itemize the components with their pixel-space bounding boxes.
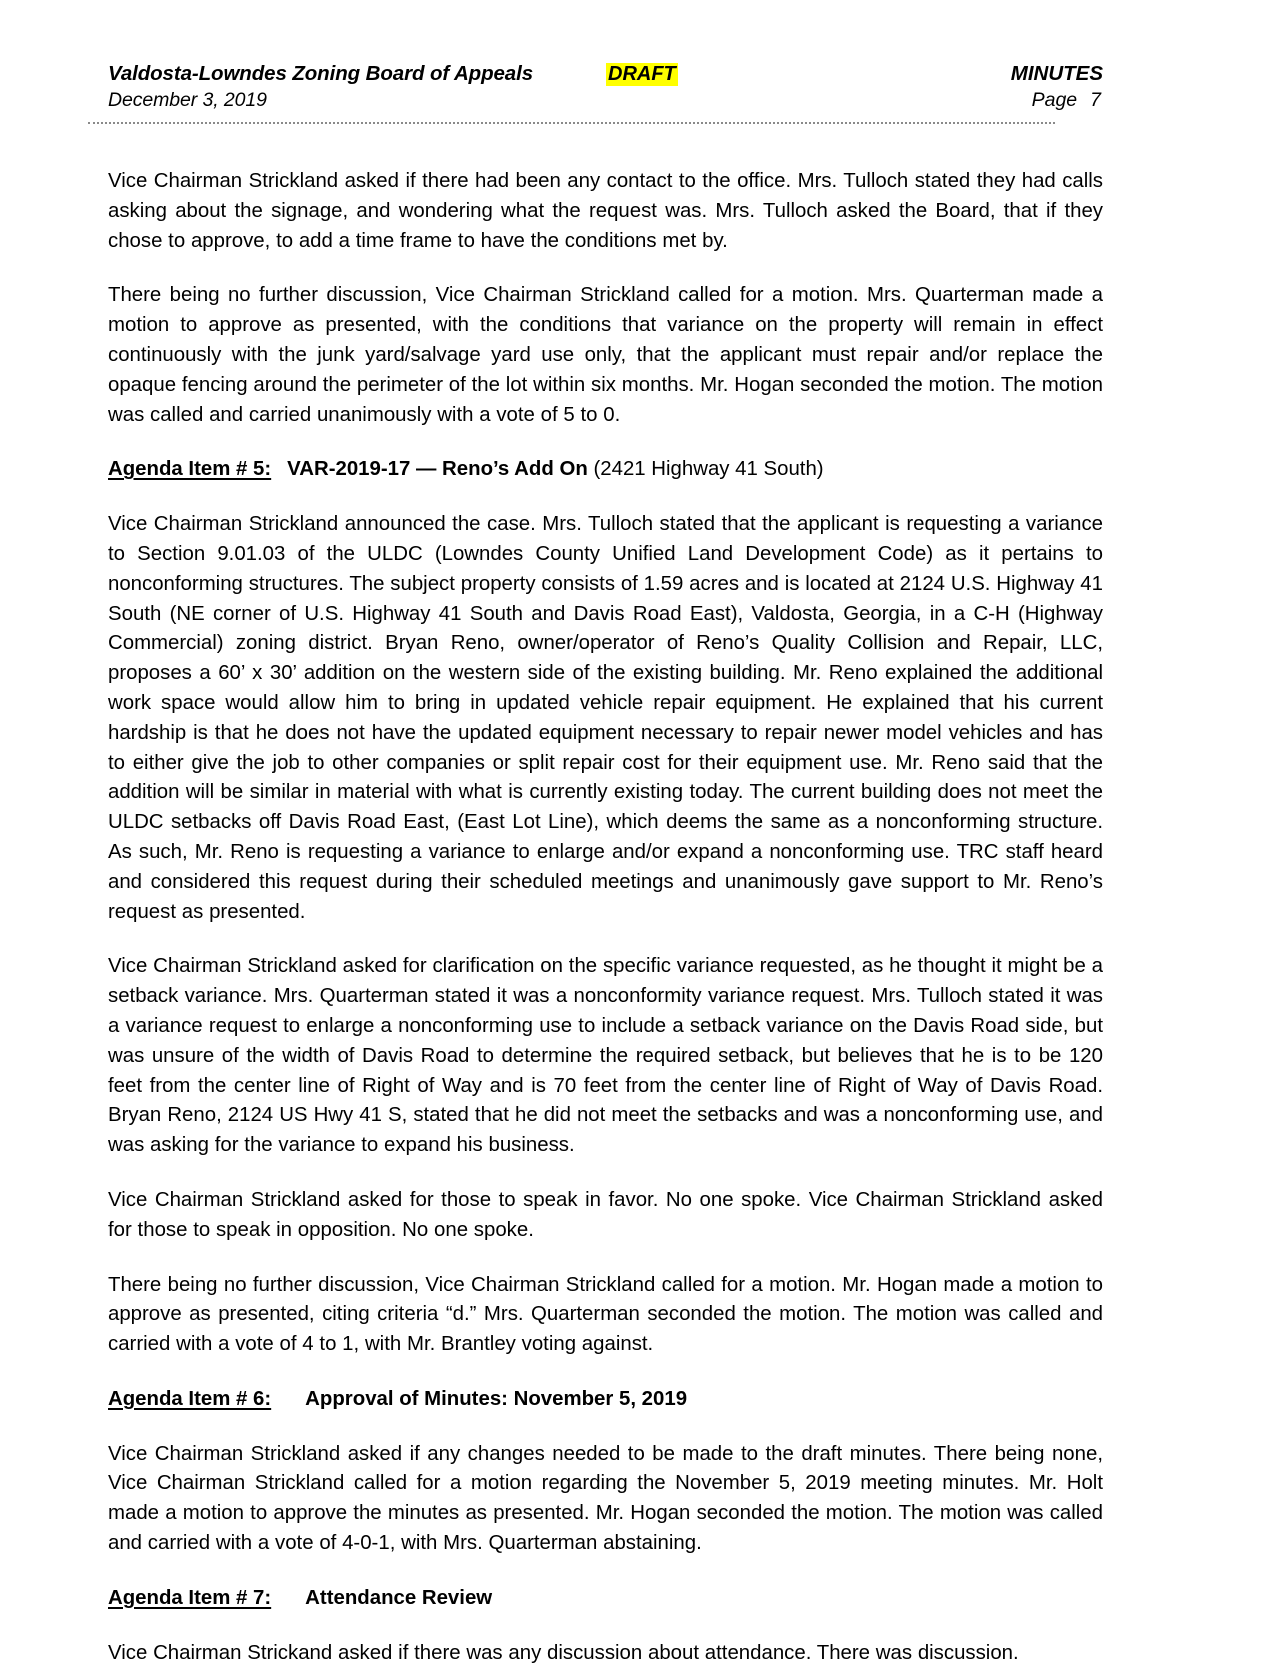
- agenda-item-6-label: Agenda Item # 6:: [108, 1387, 272, 1410]
- agenda-item-5-heading: [108, 455, 1103, 485]
- header-divider-dotted: [88, 122, 1055, 124]
- agenda-item-7-label: Agenda Item # 7:: [108, 1586, 272, 1609]
- paragraph-clarification-request: Vice Chairman Strickland asked for clarification on the specific variance requested, as he thought it might be a setback variance. Mrs. Quarterman stated it was a nonconformity variance request. Mrs. Tulloch stated it was a variance request to enlarge a nonconforming use to include a setback variance on the Davis Road side, but was unsure of the width of Davis Road to determine the required setback, but believes that he is to be 120 feet from the center line of Right of Way and is 70 feet from the center line of Right of Way of Davis Road. Bryan Reno, 2124 US Hwy 41 S, stated that he did not meet the setbacks and was a nonconforming use, and was asking for the variance to expand his business.: [108, 955, 1103, 1157]
- agenda-item-5-label: Agenda Item # 5:: [108, 458, 272, 481]
- header-organization-title: Valdosta-Lowndes Zoning Board of Appeals: [108, 62, 533, 85]
- agenda-item-5-detail: (2421 Highway 41 South): [593, 458, 824, 481]
- paragraph-minutes-approval: Vice Chairman Strickland asked if any changes needed to be made to the draft minutes. There being none, Vice Chairman Strickland called for a motion regarding the November 5, 2019 meeting minutes. Mr. Holt made a motion to approve the minutes as presented. Mr. Hogan seconded the motion. The motion was called and carried with a vote of 4-0-1, with Mrs. Quarterman abstaining.: [108, 1442, 1103, 1555]
- page-content: [108, 62, 1103, 1664]
- paragraph-public-comment: Vice Chairman Strickland asked for those to speak in favor. No one spoke. Vice Chairman Strickland asked for those to speak in opposition. No one spoke.: [108, 1188, 1103, 1241]
- agenda-item-6-title: Approval of Minutes: November 5, 2019: [305, 1387, 688, 1410]
- paragraph-contact-to-office: Vice Chairman Strickland asked if there had been any contact to the office. Mrs. Tulloch stated they had calls asking about the signage, and wondering what the request was. Mrs. Tulloch asked the Board, that if they chose to approve, to add a time frame to have the conditions met by.: [108, 170, 1103, 252]
- header-document-type: MINUTES: [1010, 62, 1103, 85]
- paragraph-motion-item5: There being no further discussion, Vice Chairman Strickland called for a motion. Mr. Hogan made a motion to approve as presented, citing criteria “d.” Mrs. Quarterman seconded the motion. The motion was called and carried with a vote of 4 to 1, with Mr. Brantley voting against.: [108, 1273, 1103, 1356]
- header-row-bottom: [108, 89, 1103, 116]
- header-page-indicator: [1032, 89, 1101, 112]
- agenda-item-7-title: Attendance Review: [305, 1586, 493, 1609]
- agenda-item-7-heading: [108, 1584, 1103, 1614]
- paragraph-motion-item4: There being no further discussion, Vice Chairman Strickland called for a motion. Mrs. Quarterman made a motion to approve as presented, with the conditions that variance on the property will remain in effect continuously with the junk yard/salvage yard use only, that the applicant must repair and/or replace the opaque fencing around the perimeter of the lot within six months. Mr. Hogan seconded the motion. The motion was called and carried unanimously with a vote of 5 to 0.: [108, 284, 1103, 426]
- agenda-item-5-title: VAR-2019-17 — Reno’s Add On: [287, 458, 588, 481]
- paragraph-case-announcement: Vice Chairman Strickland announced the case. Mrs. Tulloch stated that the applicant is requesting a variance to Section 9.01.03 of the ULDC (Lowndes County Unified Land Development Code) as it pertains to nonconforming structures. The subject property consists of 1.59 acres and is located at 2124 U.S. Highway 41 South (NE corner of U.S. Highway 41 South and Davis Road East), Valdosta, Georgia, in a C-H (Highway Commercial) zoning district. Bryan Reno, owner/operator of Reno’s Quality Collision and Repair, LLC, proposes a 60’ x 30’ addition on the western side of the existing building. Mr. Reno explained the additional work space would allow him to bring in updated vehicle repair equipment. He explained that his current hardship is that he does not have the updated equipment necessary to repair newer model vehicles and has to either give the job to other companies or split repair cost for their equipment use. Mr. Reno said that the addition will be similar in material with what is currently existing today. The current building does not meet the ULDC setbacks off Davis Road East, (East Lot Line), which deems the same as a nonconforming structure. As such, Mr. Reno is requesting a variance to enlarge and/or expand a nonconforming use. TRC staff heard and considered this request during their scheduled meetings and unanimously gave support to Mr. Reno’s request as presented.: [108, 513, 1103, 923]
- draft-stamp: DRAFT: [608, 63, 676, 85]
- page-header: [108, 62, 1103, 120]
- agenda-item-6-heading: [108, 1385, 1103, 1415]
- page-number: 7: [1090, 89, 1101, 111]
- header-row-top: [108, 62, 1103, 89]
- page-label: Page: [1031, 89, 1078, 111]
- header-meeting-date: December 3, 2019: [108, 89, 267, 111]
- document-body: [108, 167, 1103, 1668]
- paragraph-attendance-discussion: Vice Chairman Strickand asked if there was any discussion about attendance. There was discussion.: [108, 1641, 1019, 1664]
